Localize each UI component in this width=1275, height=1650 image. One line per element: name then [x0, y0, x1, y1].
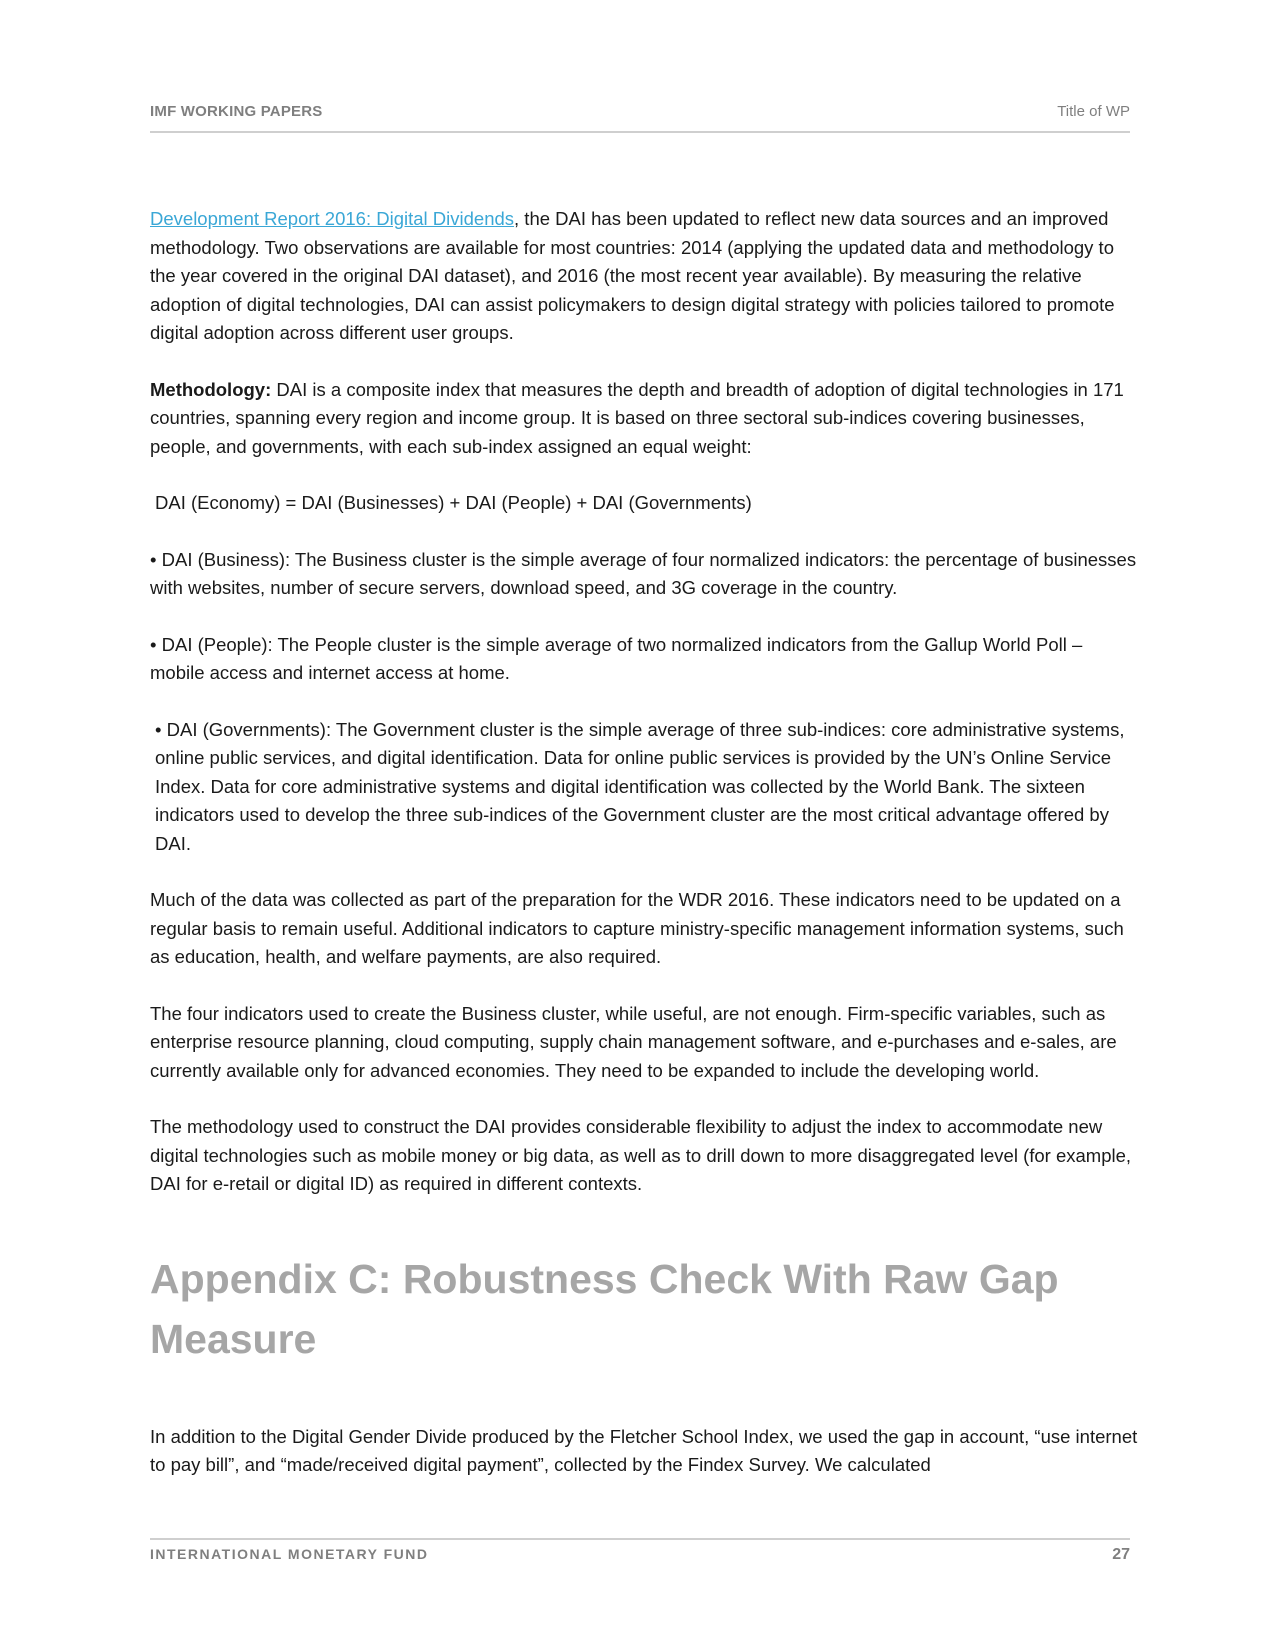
page-number: 27 [1112, 1546, 1130, 1563]
footer-publisher: INTERNATIONAL MONETARY FUND [150, 1546, 429, 1562]
header-divider [150, 131, 1130, 133]
footer-divider [150, 1538, 1130, 1540]
intro-paragraph [150, 205, 1140, 348]
header-series-title: IMF WORKING PAPERS [150, 103, 323, 120]
intro-text: , the DAI has been updated to reflect new data sources and an improved methodology. Two observations are available for most countries: 2014 (applying the updated data and methodology to the year covered in the original DAI dataset), and 2016 (the most recent year available). By measuring the relative adoption of digital technologies, DAI can assist policymakers to design digital strategy with policies tailored to promote digital adoption across different user groups. [150, 208, 1115, 343]
methodology-text: DAI is a composite index that measures the depth and breadth of adoption of digital technologies in 171 countries, spanning every region and income group. It is based on three sectoral sub-indices covering businesses, people, and governments, with each sub-index assigned an equal weight: [150, 378, 1124, 457]
dai-formula: DAI (Economy) = DAI (Businesses) + DAI (People) + DAI (Governments) [155, 492, 752, 513]
page-footer [150, 1546, 1130, 1564]
methodology-paragraph [150, 376, 1140, 462]
data-collection-paragraph: Much of the data was collected as part of the preparation for the WDR 2016. These indicators need to be updated on a regular basis to remain useful. Additional indicators to capture ministry-specific management information systems, such as education, health, and welfare payments, are also required. [150, 889, 1124, 967]
appendix-c-paragraph: In addition to the Digital Gender Divide produced by the Fletcher School Index, we used the gap in account, “use internet to pay bill”, and “made/received digital payment”, collected by the Findex Survey. We calculated [150, 1425, 1138, 1475]
business-indicators-paragraph: The four indicators used to create the Business cluster, while useful, are not enough. Firm-specific variables, such as enterprise resource planning, cloud computing, supply chain management software, and e-purchases and e-sales, are currently available only for advanced economies. They need to be expanded to include the developing world. [150, 1002, 1117, 1081]
page-body [150, 205, 1140, 1508]
methodology-flexibility-paragraph: The methodology used to construct the DAI provides considerable flexibility to adjust the index to accommodate new digital technologies such as mobile money or big data, as well as to drill down to more disaggregated level (for example, DAI for e-retail or digital ID) as required in different contexts. [150, 1116, 1132, 1194]
page-header [150, 103, 1130, 120]
header-paper-title: Title of WP [1057, 103, 1130, 120]
bullet-governments: • DAI (Governments): The Government cluster is the simple average of three sub-indices: core administrative systems, online public services, and digital identification. Data for online public services is provided by the UN’s Online Service Index. Data for core administrative systems and digital identification was collected by the World Bank. The sixteen indicators used to develop the three sub-indices of the Government cluster are the most critical advantage offered by DAI. [155, 718, 1125, 854]
bullet-people: • DAI (People): The People cluster is the simple average of two normalized indicators from the Gallup World Poll – mobile access and internet access at home. [150, 633, 1083, 683]
wdr-2016-link[interactable]: Development Report 2016: Digital Dividends [150, 208, 515, 229]
appendix-c-heading: Appendix C: Robustness Check With Raw Gap Measure [150, 1255, 1059, 1362]
methodology-label: Methodology: [150, 378, 272, 400]
bullet-business: • DAI (Business): The Business cluster is the simple average of four normalized indicators: the percentage of businesses with websites, number of secure servers, download speed, and 3G coverage in the country. [150, 548, 1137, 598]
